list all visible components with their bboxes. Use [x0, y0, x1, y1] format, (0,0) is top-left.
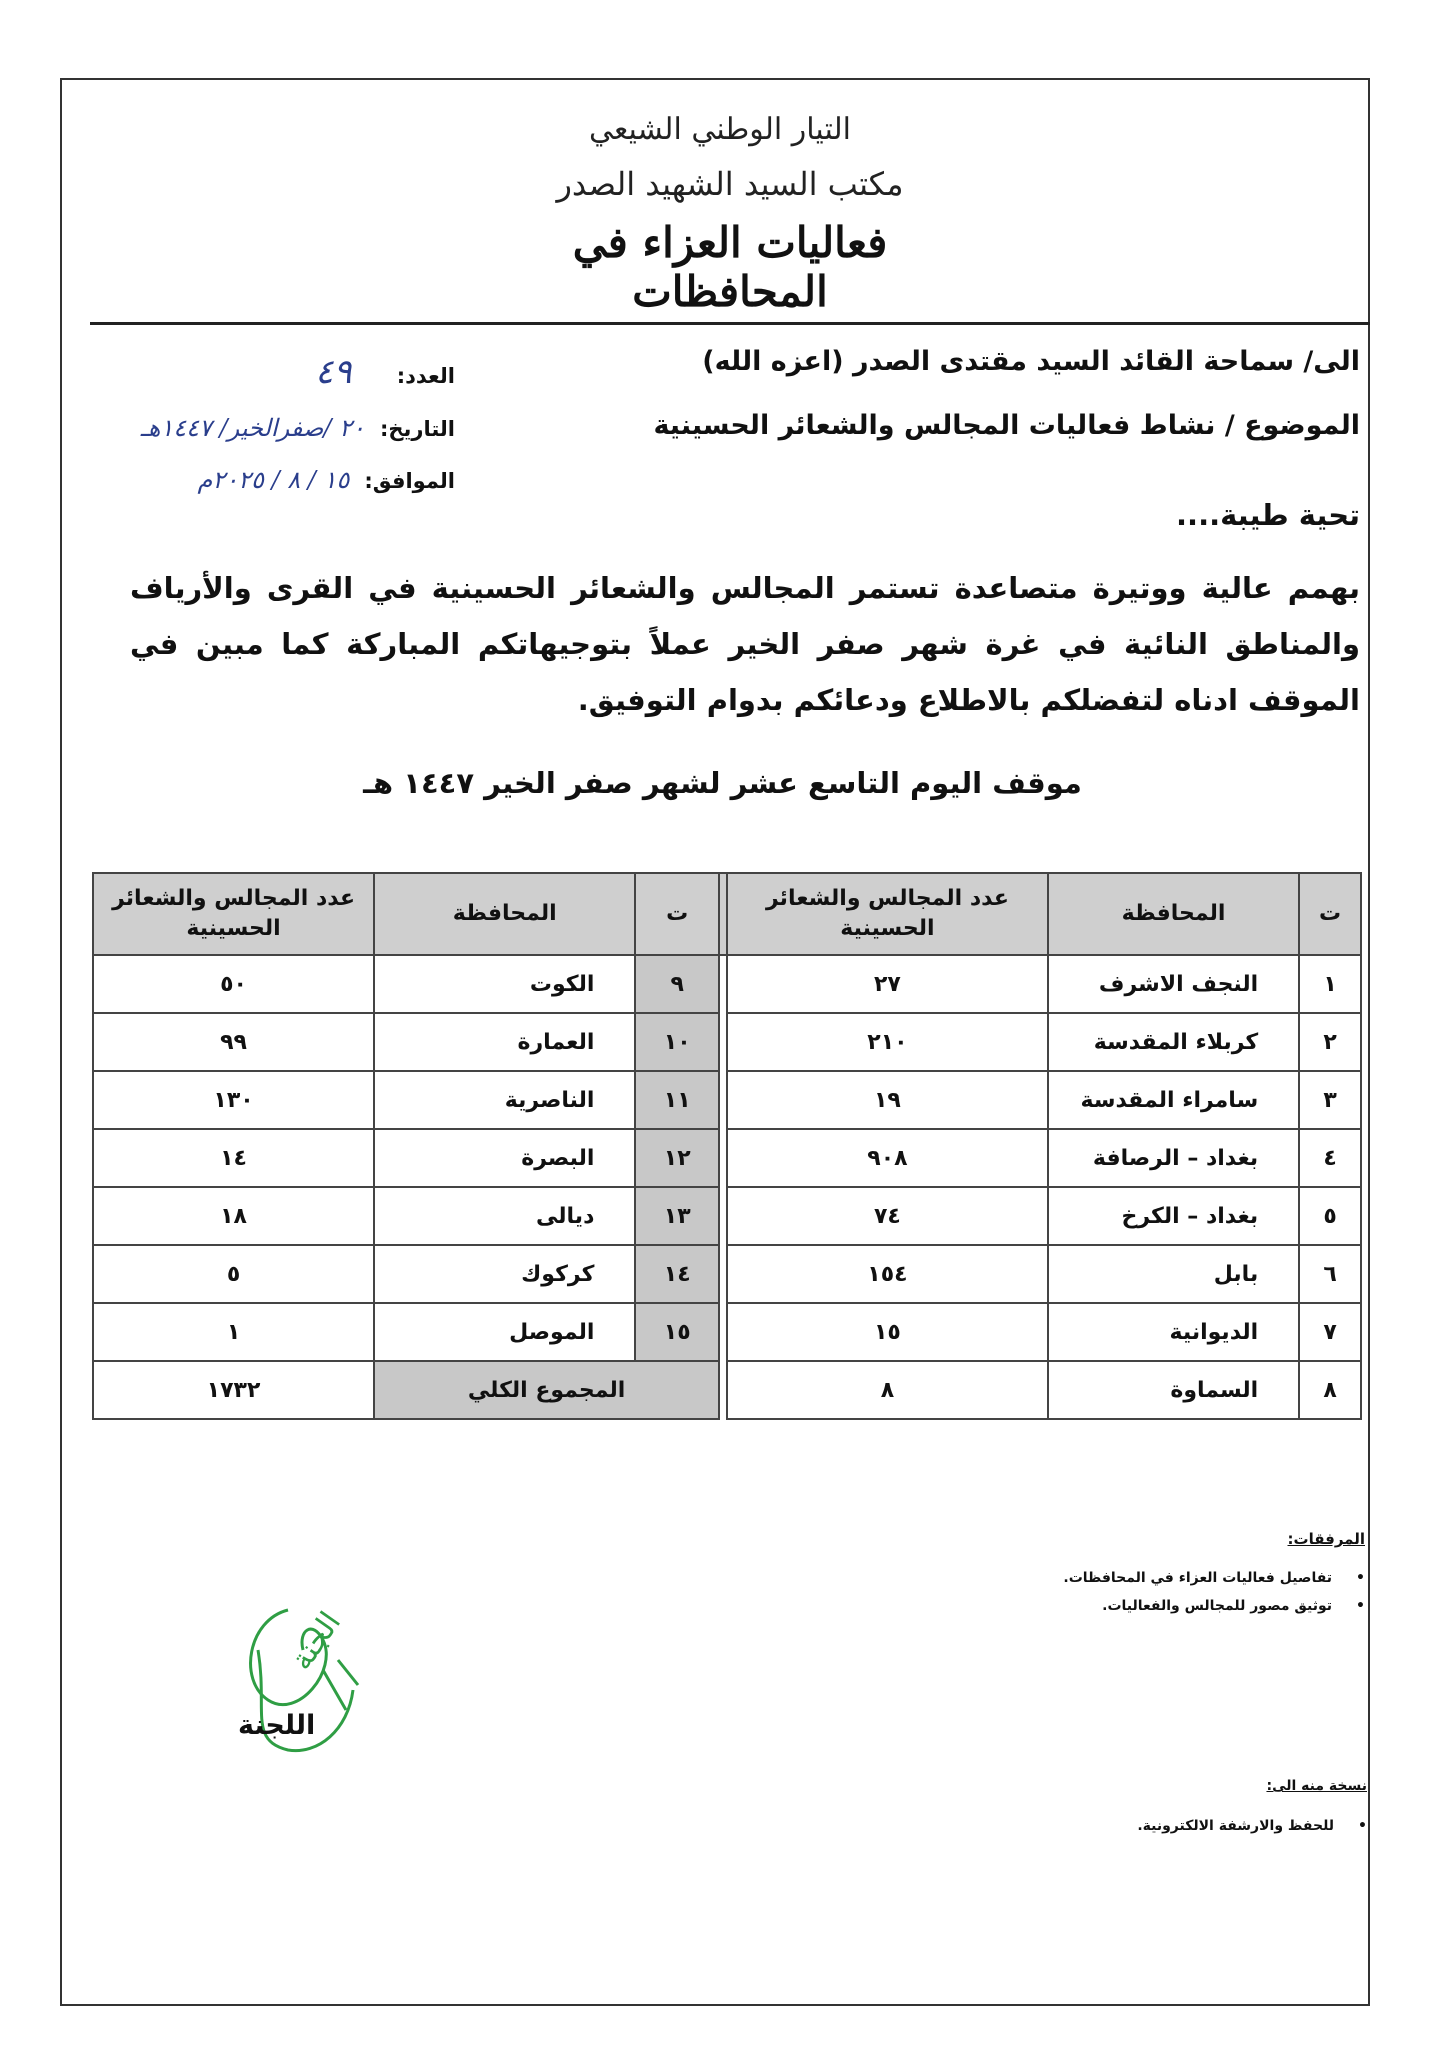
seq-cell: ١٥ [635, 1303, 719, 1361]
seq-cell: ٥ [1299, 1187, 1361, 1245]
count-cell: ١٥ [727, 1303, 1048, 1361]
attachments-heading: المرفقات: [1287, 1530, 1365, 1548]
province-cell: الناصرية [374, 1071, 635, 1129]
letterhead-line2: مكتب السيد الشهيد الصدر [556, 165, 904, 203]
letterhead-title: فعاليات العزاء في المحافظات [572, 218, 888, 316]
table-row [93, 1245, 1361, 1303]
greeting: تحية طيبة.... [1176, 498, 1360, 532]
count-cell: ٧٤ [727, 1187, 1048, 1245]
seq-cell: ١٠ [635, 1013, 719, 1071]
province-cell: النجف الاشرف [1048, 955, 1299, 1013]
corresponding-label: الموافق: [364, 469, 455, 493]
province-cell: بغداد – الرصافة [1048, 1129, 1299, 1187]
count-cell: ٥٠ [93, 955, 374, 1013]
copy-to-list [1137, 1818, 1367, 1834]
body-paragraph: بهمم عالية ووتيرة متصاعدة تستمر المجالس والشعائر الحسينية في القرى والأرياف والمناطق النائية في غرة شهر صفر الخير عملاً بتوجيهاتكم المباركة كما مبين في الموقف ادناه لتفضلكم بالاطلاع ودعائكم بدوام التوفيق. [130, 571, 1360, 717]
table-row-total [93, 1361, 1361, 1419]
province-cell: ديالى [374, 1187, 635, 1245]
table-separator [719, 1361, 727, 1419]
total-label: المجموع الكلي [374, 1361, 719, 1419]
seq-cell: ٤ [1299, 1129, 1361, 1187]
province-cell: العمارة [374, 1013, 635, 1071]
meta-date [95, 414, 455, 442]
header-province: المحافظة [1048, 873, 1299, 955]
meta-number [95, 352, 455, 392]
seq-cell: ١٢ [635, 1129, 719, 1187]
count-cell: ١٩ [727, 1071, 1048, 1129]
seq-cell: ٣ [1299, 1071, 1361, 1129]
seq-cell: ٦ [1299, 1245, 1361, 1303]
count-cell: ١٨ [93, 1187, 374, 1245]
table-separator [719, 1245, 727, 1303]
table-separator [719, 873, 727, 955]
table-separator [719, 1071, 727, 1129]
seq-cell: ١٤ [635, 1245, 719, 1303]
count-cell: ٢٧ [727, 955, 1048, 1013]
seq-cell: ١ [1299, 955, 1361, 1013]
corresponding-value: ١٥ / ٨ / ٢٠٢٥م [197, 466, 350, 494]
count-cell: ١٣٠ [93, 1071, 374, 1129]
table-row [93, 955, 1361, 1013]
province-cell: سامراء المقدسة [1048, 1071, 1299, 1129]
attachments-list [1063, 1570, 1365, 1626]
header-count-2: عدد المجالس والشعائر الحسينية [93, 873, 374, 955]
seq-cell: ٨ [1299, 1361, 1361, 1419]
seq-cell: ٢ [1299, 1013, 1361, 1071]
table-row [93, 1187, 1361, 1245]
attachment-item: • توثيق مصور للمجالس والفعاليات. [1063, 1598, 1365, 1614]
signature-handwriting: الجنة [283, 1605, 349, 1677]
header-divider [90, 322, 1370, 325]
table-row [93, 1129, 1361, 1187]
signature-scribble [228, 1590, 368, 1770]
provinces-table [92, 872, 1362, 1420]
meta-corresponding [95, 466, 455, 494]
copy-to-heading: نسخة منه الى: [1266, 1778, 1367, 1794]
count-cell: ١٥٤ [727, 1245, 1048, 1303]
attachment-item: • تفاصيل فعاليات العزاء في المحافظات. [1063, 1570, 1365, 1586]
count-cell: ٨ [727, 1361, 1048, 1419]
header-count: عدد المجالس والشعائر الحسينية [727, 873, 1048, 955]
table-separator [719, 1013, 727, 1071]
number-label: العدد: [396, 364, 455, 388]
province-cell: بابل [1048, 1245, 1299, 1303]
copy-to-item: • للحفظ والارشفة الالكترونية. [1137, 1818, 1367, 1834]
subject-line: الموضوع / نشاط فعاليات المجالس والشعائر الحسينية [653, 410, 1360, 441]
count-cell: ٥ [93, 1245, 374, 1303]
province-cell: الكوت [374, 955, 635, 1013]
count-cell: ٩٠٨ [727, 1129, 1048, 1187]
seq-cell: ٧ [1299, 1303, 1361, 1361]
count-cell: ١ [93, 1303, 374, 1361]
province-cell: البصرة [374, 1129, 635, 1187]
header-seq: ت [1299, 873, 1361, 955]
letterhead-line1: التيار الوطني الشيعي [589, 112, 851, 147]
province-cell: الديوانية [1048, 1303, 1299, 1361]
date-value: ٢٠ /صفرالخير/ ١٤٤٧هـ [140, 414, 365, 442]
section-title: موقف اليوم التاسع عشر لشهر صفر الخير ١٤٤٧ هـ [363, 766, 1082, 800]
table-separator [719, 1187, 727, 1245]
header-seq-2: ت [635, 873, 719, 955]
committee-label: اللجنة [238, 1710, 316, 1741]
table-separator [719, 1129, 727, 1187]
seq-cell: ٩ [635, 955, 719, 1013]
count-cell: ١٤ [93, 1129, 374, 1187]
addressee: الى/ سماحة القائد السيد مقتدى الصدر (اعزه الله) [702, 346, 1360, 377]
table-header-row [93, 873, 1361, 955]
date-label: التاريخ: [379, 417, 455, 441]
table-separator [719, 955, 727, 1013]
province-cell: كربلاء المقدسة [1048, 1013, 1299, 1071]
table-row [93, 1013, 1361, 1071]
province-cell: الموصل [374, 1303, 635, 1361]
number-value: ٤٩ [315, 352, 352, 392]
seq-cell: ١٣ [635, 1187, 719, 1245]
province-cell: كركوك [374, 1245, 635, 1303]
count-cell: ٢١٠ [727, 1013, 1048, 1071]
province-cell: السماوة [1048, 1361, 1299, 1419]
table-row [93, 1303, 1361, 1361]
seq-cell: ١١ [635, 1071, 719, 1129]
count-cell: ٩٩ [93, 1013, 374, 1071]
table-separator [719, 1303, 727, 1361]
header-province-2: المحافظة [374, 873, 635, 955]
province-cell: بغداد – الكرخ [1048, 1187, 1299, 1245]
table-row [93, 1071, 1361, 1129]
total-value: ١٧٣٢ [93, 1361, 374, 1419]
